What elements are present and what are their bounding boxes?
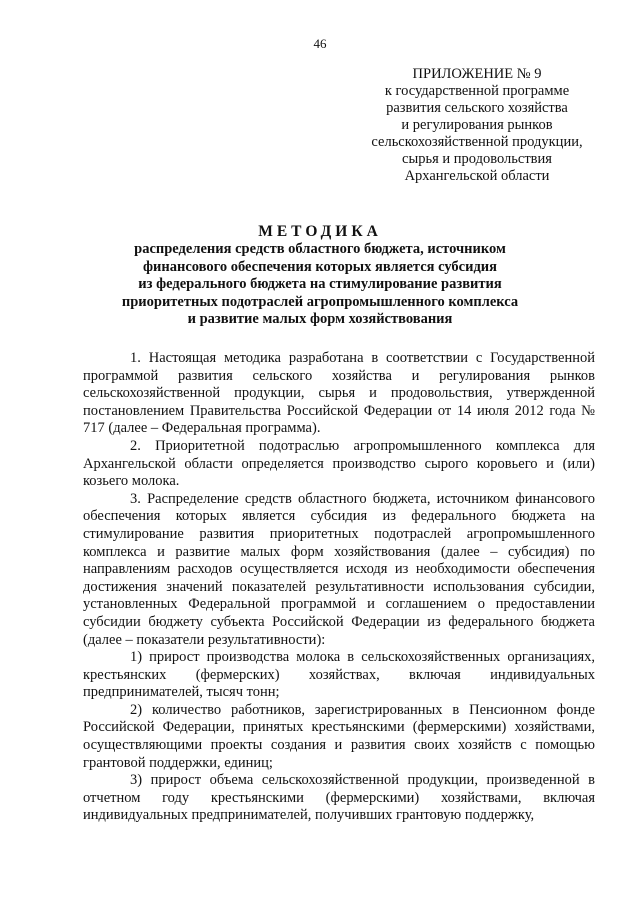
- document-body: [83, 350, 595, 825]
- page-number: 46: [313, 36, 327, 51]
- paragraph: 1. Настоящая методика разработана в соответствии с Государственной программой развития сельского хозяйства и регулирования рынков сельскохозяйственной продукции, сырья и продовольствия, утвержденной постановлением Правительства Российской Федерации от 14 июля 2012 года № 717 (далее – Федеральная программа).: [83, 350, 595, 437]
- appendix-line: и регулирования рынков: [401, 117, 553, 133]
- subtitle-line: и развитие малых форм хозяйствования: [187, 311, 453, 327]
- list-item: 2) количество работников, зарегистрированных в Пенсионном фонде Российской Федерации, принятых крестьянскими (фермерскими) хозяйствами, осуществляющими проекты создания и развития своих хозяйств с помощью грантовой поддержки, единиц;: [83, 701, 595, 771]
- appendix-header: [352, 66, 602, 185]
- paragraph: 2. Приоритетной подотраслью агропромышленного комплекса для Архангельской области определяется производство сырого коровьего и (или) козьего молока.: [83, 437, 595, 490]
- appendix-line: сырья и продовольствия: [402, 151, 552, 167]
- appendix-line: ПРИЛОЖЕНИЕ № 9: [412, 66, 542, 82]
- appendix-line: Архангельской области: [404, 168, 550, 184]
- subtitle-line: финансового обеспечения которых является субсидия: [143, 258, 497, 275]
- appendix-line: сельскохозяйственной продукции,: [371, 134, 583, 150]
- list-item: 3) прирост объема сельскохозяйственной продукции, произведенной в отчетном году крестьянскими (фермерскими) хозяйствами, включая индивидуальных предпринимателей, получивших грантовую поддержку,: [83, 772, 595, 824]
- document-subtitle: [120, 241, 520, 329]
- subtitle-line: распределения средств областного бюджета, источником: [134, 241, 506, 257]
- subtitle-line: приоритетных подотраслей агропромышленного комплекса: [121, 293, 519, 310]
- paragraph: 3. Распределение средств областного бюджета, источником финансового обеспечения которых является субсидия из федерального бюджета на стимулирование развития приоритетных подотраслей агропромышленного комплекса и развитие малых форм хозяйствования (далее – субсидия) по направлениям расходов осуществляется исходя из необходимости обеспечения достижения значений показателей результативности использования субсидии, установленных Федеральной программой и соглашением о предоставлении субсидии бюджету субъекта Российской Федерации из федерального бюджета (далее – показатели результативности):: [83, 490, 595, 648]
- subtitle-line: из федерального бюджета на стимулирование развития: [138, 276, 502, 292]
- list-item: 1) прирост производства молока в сельскохозяйственных организациях, крестьянских (фермерских) хозяйствах, включая индивидуальных предпринимателей, тысяч тонн;: [83, 649, 595, 701]
- appendix-line: к государственной программе: [384, 83, 570, 99]
- appendix-line: развития сельского хозяйства: [386, 100, 568, 116]
- document-title: МЕТОДИКА: [258, 223, 382, 240]
